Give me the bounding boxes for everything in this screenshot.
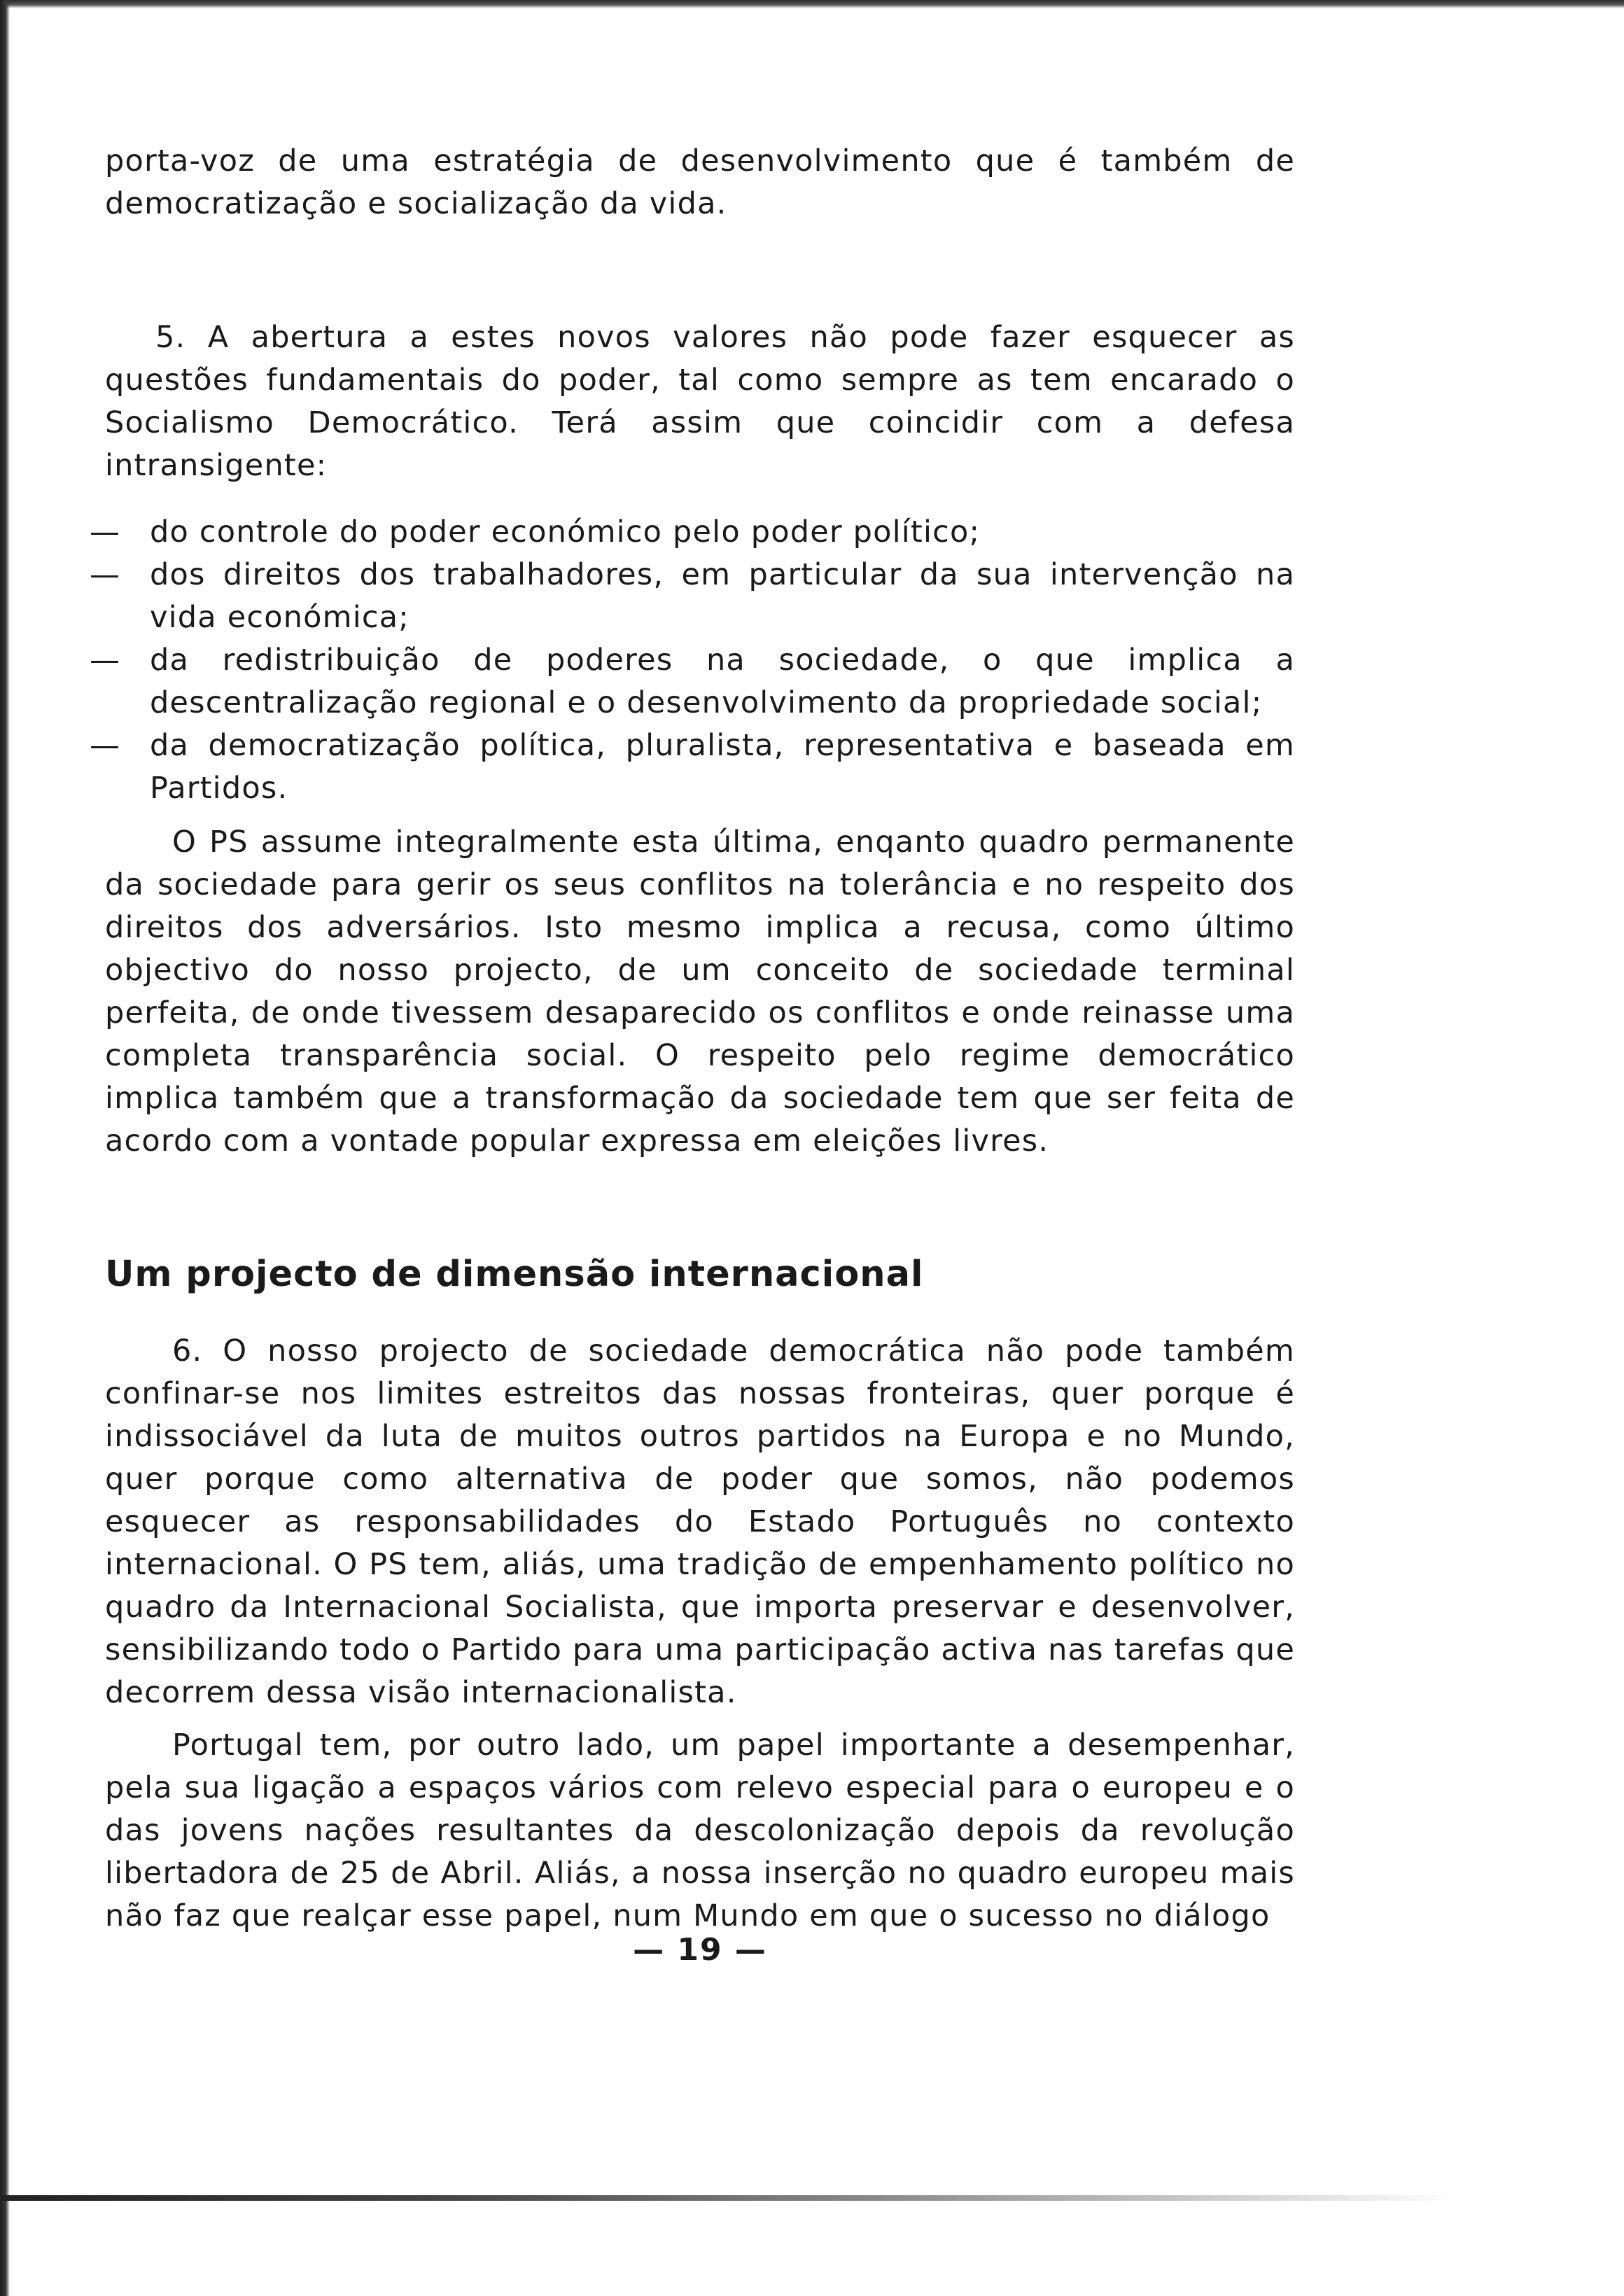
list-item-text: dos direitos dos trabalhadores, em particular da sua intervenção na vida económica; [150, 557, 1295, 635]
paragraph-ps: O PS assume integralmente esta última, enqanto quadro permanente da sociedade para gerir os seus conflitos na tolerância e no respeito dos direitos dos adversários. Isto mesmo implica a recusa, como último objectivo do nosso projecto, de um conceito de sociedade terminal perfeita, de onde tivessem desaparecido os conflitos e onde reinasse uma completa transparência social. O respeito pelo regime democrático implica também que a transformação da sociedade tem que ser feita de acordo com a vontade popular expressa em eleições livres. [105, 825, 1295, 1158]
dash-marker: — [90, 557, 121, 592]
list-item [90, 724, 1295, 810]
dash-marker: — [90, 643, 121, 678]
dash-marker: — [90, 728, 121, 763]
list-item-text: do controle do poder económico pelo poder político; [150, 514, 981, 550]
paragraph-portugal: Portugal tem, por outro lado, um papel importante a desempenhar, pela sua ligação a espaços vários com relevo especial para o europeu e o das jovens nações resultantes da descolonização depois da revolução libertadora de 25 de Abril. Aliás, a nossa inserção no quadro europeu mais não faz que realçar esse papel, num Mundo em que o sucesso no diálogo [105, 1728, 1295, 1933]
page-number: — 19 — [633, 1932, 767, 1968]
document-page [90, 140, 1295, 1938]
paragraph-5: 5. A abertura a estes novos valores não pode fazer esquecer as questões fundamentais do poder, tal como sempre as tem encarado o Socialismo Democrático. Terá assim que coincidir com a defesa intransigente: [105, 320, 1295, 483]
scan-edge-bottom [0, 2195, 1456, 2201]
paragraph-6: 6. O nosso projecto de sociedade democrática não pode também confinar-se nos limites estreitos das nossas fronteiras, quer porque é indissociável da luta de muitos outros partidos na Europa e no Mundo, quer porque como alternativa de poder que somos, não podemos esquecer as responsabilidades do Estado Português no contexto internacional. O PS tem, aliás, uma tradição de empenhamento político no quadro da Internacional Socialista, que importa preservar e desenvolver, sensibilizando todo o Partido para uma participação activa nas tarefas que decorrem dessa visão internacionalista. [105, 1334, 1295, 1710]
list-item [90, 511, 1295, 554]
list-item [90, 639, 1295, 724]
list-item [90, 554, 1295, 639]
dash-marker: — [90, 514, 121, 550]
list-item-text: da democratização política, pluralista, representativa e baseada em Partidos. [150, 728, 1295, 806]
scan-edge-left [0, 0, 10, 2296]
dash-list [90, 511, 1295, 810]
list-item-text: da redistribuição de poderes na sociedade, o que implica a descentralização regional e o desenvolvimento da propriedade social; [150, 643, 1295, 720]
scan-edge-top [0, 0, 1624, 8]
section-heading: Um projecto de dimensão internacional [105, 1254, 924, 1295]
intro-paragraph: porta-voz de uma estratégia de desenvolvimento que é também de democratização e socialização da vida. [105, 144, 1295, 221]
